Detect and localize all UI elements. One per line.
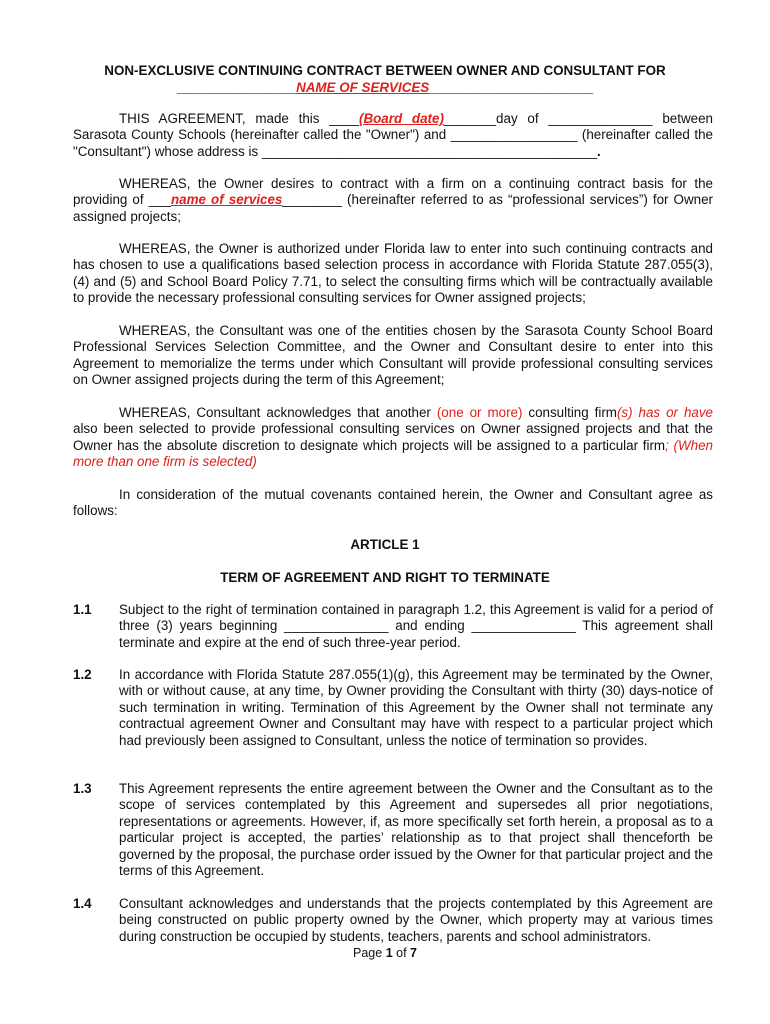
agreement-blank-1: ____	[329, 111, 359, 126]
agreement-blank-2: _______	[443, 111, 497, 126]
paragraph-whereas-2: WHEREAS, the Owner is authorized under Florida law to enter into such continuing contracts and has chosen to use a qualifications based selection process in accordance with Florida Statute 287.055(3), (4) and (5) and School Board Policy 7.71, to select the consulting firms which will be contractually available to provide the necessary professional consulting services for Owner assigned projects;	[73, 241, 713, 306]
agreement-rest: day of ______________ between Sarasota County Schools (hereinafter called the "Owner") and _________________ (hereinafter called the "Consultant") whose address is _____________________________________________	[73, 111, 713, 159]
document-title	[60, 62, 710, 96]
section-text: In accordance with Florida Statute 287.055(1)(g), this Agreement may be terminated by the Owner, with or without cause, at any time, by Owner providing the Consultant with thirty (30) days-notice of such termination in writing. Termination of this Agreement by the Owner shall not terminate any contractual agreement Owner and Consultant may have with respect to a particular project which had previously been assigned to Consultant, unless the notice of termination so provides.	[119, 667, 713, 748]
whereas4-mid-2: also been selected to provide professional consulting services on Owner assigned projects and that the Owner has the absolute discretion to designate which projects will be assigned to a particular firm	[73, 421, 713, 453]
board-date-field: (Board date)	[359, 111, 444, 126]
whereas4-one-or-more: (one or more)	[436, 405, 523, 420]
footer-page-label: Page	[353, 946, 386, 960]
footer-total-pages: 7	[410, 946, 417, 960]
paragraph-consideration: In consideration of the mutual covenants contained herein, the Owner and Consultant agree as follows:	[73, 487, 713, 519]
whereas1-rest: (hereinafter referred to as “professional services”) for Owner assigned projects;	[73, 192, 713, 224]
agreement-period: .	[597, 143, 601, 159]
section-text: This Agreement represents the entire agreement between the Owner and the Consultant as to the scope of services contemplated by this Agreement and supersedes all prior negotiations, representations or agreements. However, if, as more specifically set forth herein, a proposal as to a particular project is accepted, the parties’ relationship as to that project shall thenceforth be governed by the proposal, the purchase order issued by the Owner for that particular project and the terms of this Agreement.	[119, 781, 713, 879]
whereas4-lead: WHEREAS, Consultant acknowledges that another	[119, 405, 437, 420]
section-number: 1.3	[73, 781, 92, 796]
whereas1-lead: WHEREAS, the Owner desires to contract with a firm on a continuing contract basis for the providing of	[73, 176, 713, 208]
title-line-2	[60, 79, 710, 96]
section-number: 1.4	[73, 896, 92, 911]
section-number: 1.2	[73, 667, 92, 682]
whereas4-when: ; (When more than one firm is selected)	[73, 437, 713, 470]
title-name-of-services: NAME OF SERVICES	[296, 80, 430, 95]
footer-of: of	[392, 946, 411, 960]
whereas1-blank-1: ___	[148, 192, 171, 208]
whereas4-mid-1: consulting firm	[522, 405, 617, 420]
whereas1-blank-2: ________	[282, 192, 342, 208]
paragraph-agreement	[73, 111, 713, 160]
whereas4-s-has: (s) has or have	[616, 405, 713, 420]
title-blank-before: ________________	[176, 80, 297, 95]
title-blank-after: ______________________	[429, 80, 594, 95]
article-title: TERM OF AGREEMENT AND RIGHT TO TERMINATE	[220, 570, 550, 585]
section-text: Subject to the right of termination contained in paragraph 1.2, this Agreement is valid for a period of three (3) years beginning ______________ and ending ______________ This agreement shall terminate and expire at the end of such three-year period.	[119, 602, 713, 650]
article-heading: ARTICLE 1	[350, 537, 420, 552]
footer-page-number: 1	[385, 946, 393, 960]
paragraph-whereas-4	[73, 405, 713, 471]
section-text: Consultant acknowledges and understands that the projects contemplated by this Agreement are being constructed on public property owned by the Owner, which property may at various times during construction be occupied by students, teachers, parents and school administrators.	[119, 896, 713, 944]
paragraph-whereas-1	[73, 176, 713, 225]
title-line-1: NON-EXCLUSIVE CONTINUING CONTRACT BETWEEN OWNER AND CONSULTANT FOR	[104, 63, 666, 78]
page-footer	[0, 946, 770, 960]
whereas1-name-of-services: name of services	[171, 192, 283, 208]
section-number: 1.1	[73, 602, 92, 617]
agreement-lead: THIS AGREEMENT, made this	[119, 111, 330, 126]
paragraph-whereas-3: WHEREAS, the Consultant was one of the entities chosen by the Sarasota County School Board Professional Services Selection Committee, and the Owner and Consultant desire to enter into this Agreement to memorialize the terms under which Consultant will provide professional consulting services on Owner assigned projects during the term of this Agreement;	[73, 323, 713, 388]
